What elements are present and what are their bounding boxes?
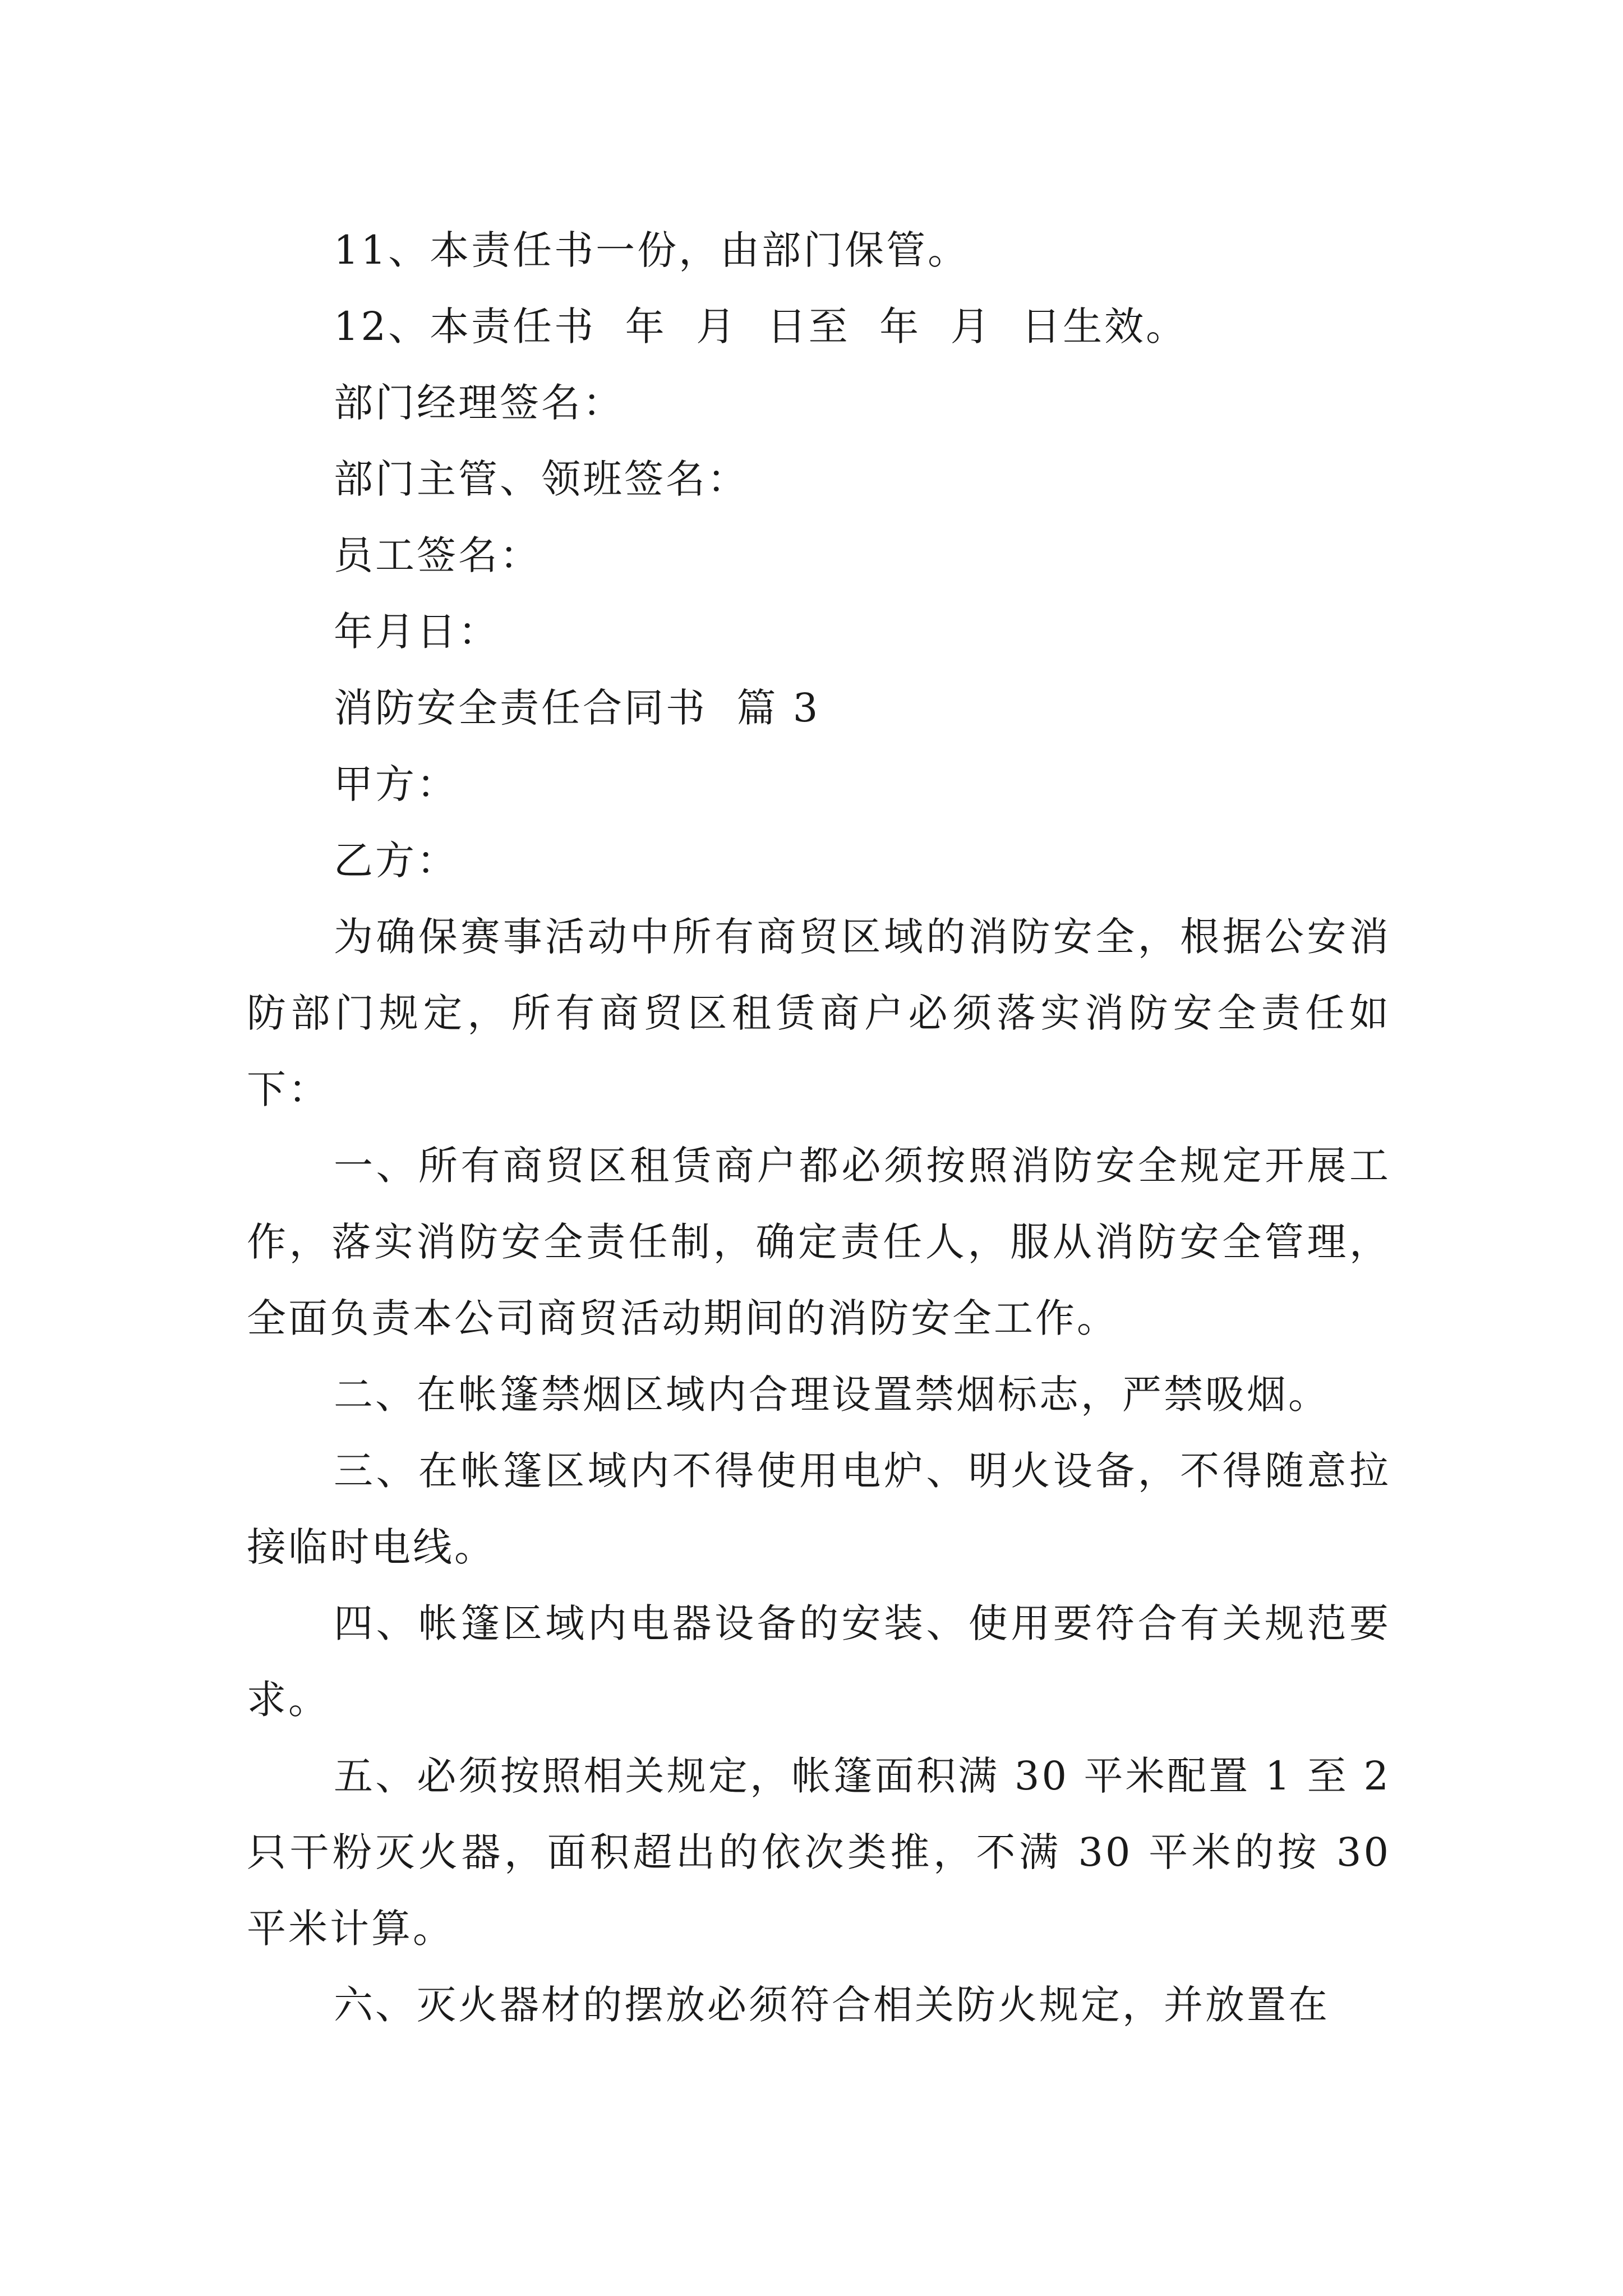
document-body [247, 212, 1391, 2043]
party-a: 甲方： [334, 761, 458, 807]
clause-11: 11、本责任书一份，由部门保管。 [334, 227, 970, 273]
article-5: 五、必须按照相关规定，帐篷面积满 30 平米配置 1 至 2 只干粉灭火器，面积超出的依次类推，不满 30 平米的按 30 平米计算。 [247, 1753, 1391, 1952]
date-line: 年月日： [334, 609, 500, 655]
clause-12: 12、本责任书 年 月 日至 年 月 日生效。 [334, 303, 1188, 349]
employee-signature: 员工签名： [334, 532, 541, 578]
party-b: 乙方： [334, 838, 458, 884]
supervisor-signature: 部门主管、领班签名： [334, 456, 749, 502]
article-2: 二、在帐篷禁烟区域内合理设置禁烟标志，严禁吸烟。 [334, 1372, 1330, 1418]
section-title: 消防安全责任合同书 篇 3 [334, 685, 820, 731]
intro-paragraph: 为确保赛事活动中所有商贸区域的消防安全，根据公安消防部门规定，所有商贸区租赁商户必须落实消防安全责任如下： [247, 914, 1391, 1112]
department-manager-signature: 部门经理签名： [334, 380, 624, 426]
article-1: 一、所有商贸区租赁商户都必须按照消防安全规定开展工作，落实消防安全责任制，确定责任人，服从消防安全管理，全面负责本公司商贸活动期间的消防安全工作。 [247, 1143, 1391, 1341]
article-4: 四、帐篷区域内电器设备的安装、使用要符合有关规范要求。 [247, 1600, 1391, 1723]
article-6: 六、灭火器材的摆放必须符合相关防火规定，并放置在 [334, 1982, 1330, 2028]
article-3: 三、在帐篷区域内不得使用电炉、明火设备，不得随意拉接临时电线。 [247, 1448, 1391, 1570]
